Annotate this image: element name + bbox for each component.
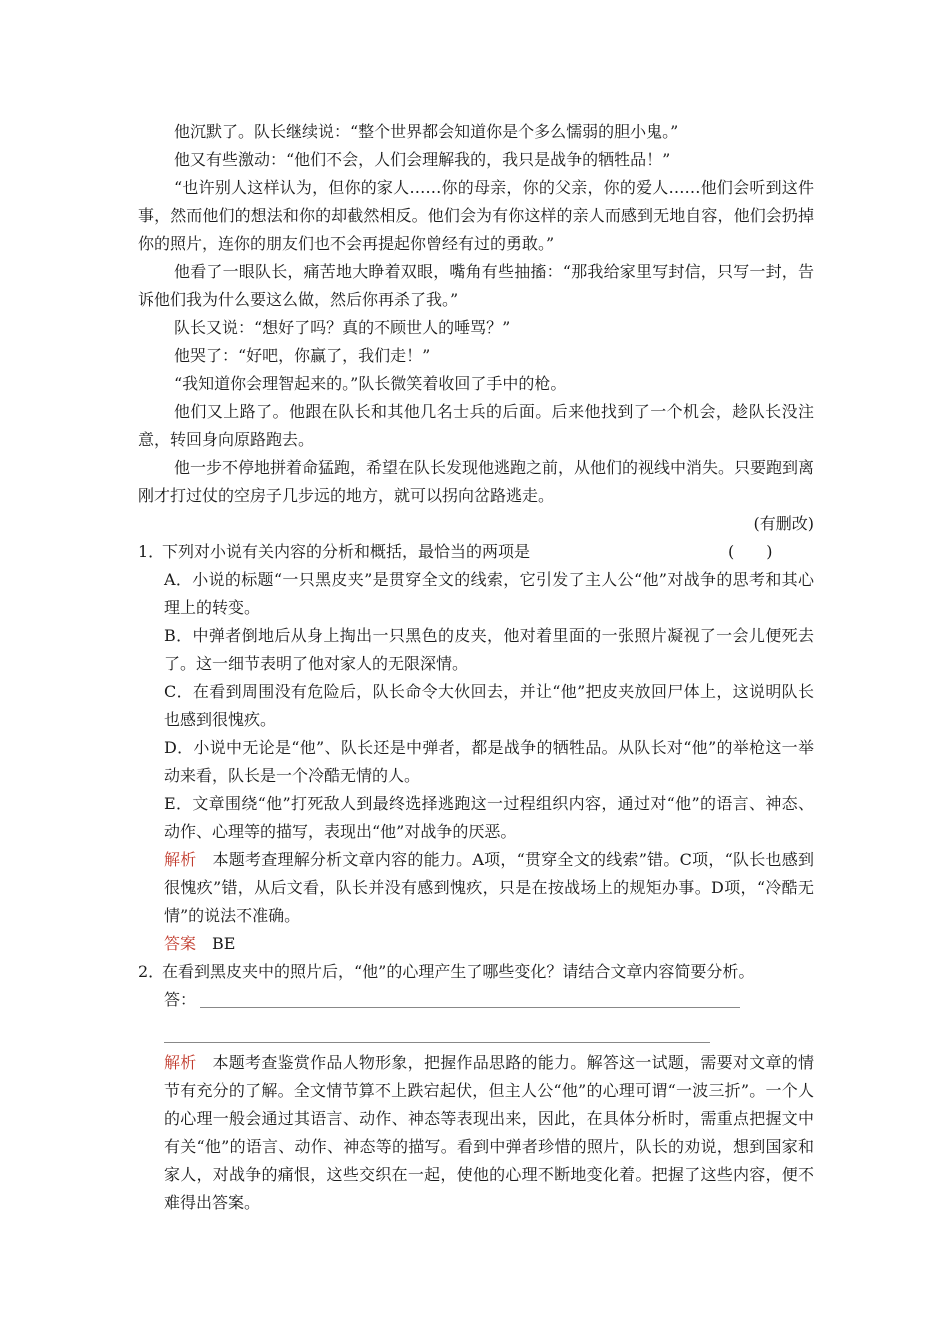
analysis-text: 本题考查理解分析文章内容的能力。A项，“贯穿全文的线索”错。C项，“队长也感到很愧疚”错，从后文看，队长并没有感到愧疚，只是在按战场上的规矩办事。D项，“冷酷无情”的说法不准确。 (164, 850, 814, 925)
q1-answer (138, 930, 814, 958)
answer-line[interactable] (138, 986, 814, 1014)
document-page (138, 118, 814, 1217)
analysis-label: 解析 (164, 1053, 197, 1072)
q1-analysis (138, 846, 814, 930)
story-paragraph: 他又有些激动：“他们不会，人们会理解我的，我只是战争的牺牲品！” (174, 150, 671, 169)
story-paragraph: 他们又上路了。他跟在队长和其他几名士兵的后面。后来他找到了一个机会，趁队长没注意，转回身向原路跑去。 (138, 402, 814, 449)
question-text: 在看到黑皮夹中的照片后，“他”的心理产生了哪些变化？请结合文章内容简要分析。 (162, 962, 755, 981)
question-text: 下列对小说有关内容的分析和概括，最恰当的两项是 (162, 542, 531, 561)
analysis-text: 本题考查鉴赏作品人物形象，把握作品思路的能力。解答这一试题，需要对文章的情节有充分的了解。全文情节算不上跌宕起伏，但主人公“他”的心理可谓“一波三折”。一个人的心理一般会通过其语言、动作、神态等表现出来，因此，在具体分析时，需重点把握文中有关“他”的语言、动作、神态等的描写。看到中弹者珍惜的照片，队长的劝说，想到国家和家人，对战争的痛恨，这些交织在一起，使他的心理不断地变化着。把握了这些内容，便不难得出答案。 (164, 1053, 814, 1212)
answer-blank-2[interactable] (164, 1020, 710, 1043)
question-2 (138, 958, 814, 986)
question-number: 1． (138, 542, 165, 561)
story-paragraph: 他哭了：“好吧，你赢了，我们走！” (174, 346, 431, 365)
story-paragraph: 他看了一眼队长，痛苦地大睁着双眼，嘴角有些抽搐：“那我给家里写封信，只写一封，告诉他们我为什么要这么做，然后你再杀了我。” (138, 262, 814, 309)
answer-prompt: 答： (164, 990, 197, 1009)
analysis-label: 解析 (164, 850, 197, 869)
source-note: (有删改) (753, 514, 814, 533)
question-1 (138, 538, 814, 566)
answer-label: 答案 (164, 934, 197, 953)
story-paragraph: “我知道你会理智起来的。”队长微笑着收回了手中的枪。 (174, 374, 567, 393)
option-c: C．在看到周围没有危险后，队长命令大伙回去，并让“他”把皮夹放回尸体上，这说明队长也感到很愧疚。 (164, 682, 814, 729)
story-paragraph: “也许别人这样认为，但你的家人……你的母亲，你的父亲，你的爱人……他们会听到这件事，然而他们的想法和你的却截然相反。他们会为有你这样的亲人而感到无地自容，他们会扔掉你的照片，连你的朋友们也不会再提起你曾经有过的勇敢。” (138, 178, 814, 253)
q2-analysis (138, 1049, 814, 1217)
option-a: A．小说的标题“一只黑皮夹”是贯穿全文的线索，它引发了主人公“他”对战争的思考和其心理上的转变。 (164, 570, 814, 617)
story-paragraph: 他一步不停地拼着命猛跑，希望在队长发现他逃跑之前，从他们的视线中消失。只要跑到离刚才打过仗的空房子几步远的地方，就可以拐向岔路逃走。 (138, 458, 815, 505)
answer-blank[interactable] (200, 989, 740, 1008)
answer-value: BE (212, 934, 236, 953)
story-paragraph: 队长又说：“想好了吗？真的不顾世人的唾骂？” (174, 318, 511, 337)
answer-bracket: ( ) (728, 542, 773, 561)
question-number: 2． (138, 962, 165, 981)
option-d: D．小说中无论是“他”、队长还是中弹者，都是战争的牺牲品。从队长对“他”的举枪这一举动来看，队长是一个冷酷无情的人。 (164, 738, 814, 785)
story-paragraph: 他沉默了。队长继续说：“整个世界都会知道你是个多么懦弱的胆小鬼。” (174, 122, 679, 141)
option-e: E．文章围绕“他”打死敌人到最终选择逃跑这一过程组织内容，通过对“他”的语言、神态、动作、心理等的描写，表现出“他”对战争的厌恶。 (164, 794, 814, 841)
option-b: B．中弹者倒地后从身上掏出一只黑色的皮夹，他对着里面的一张照片凝视了一会儿便死去了。这一细节表明了他对家人的无限深情。 (164, 626, 814, 673)
